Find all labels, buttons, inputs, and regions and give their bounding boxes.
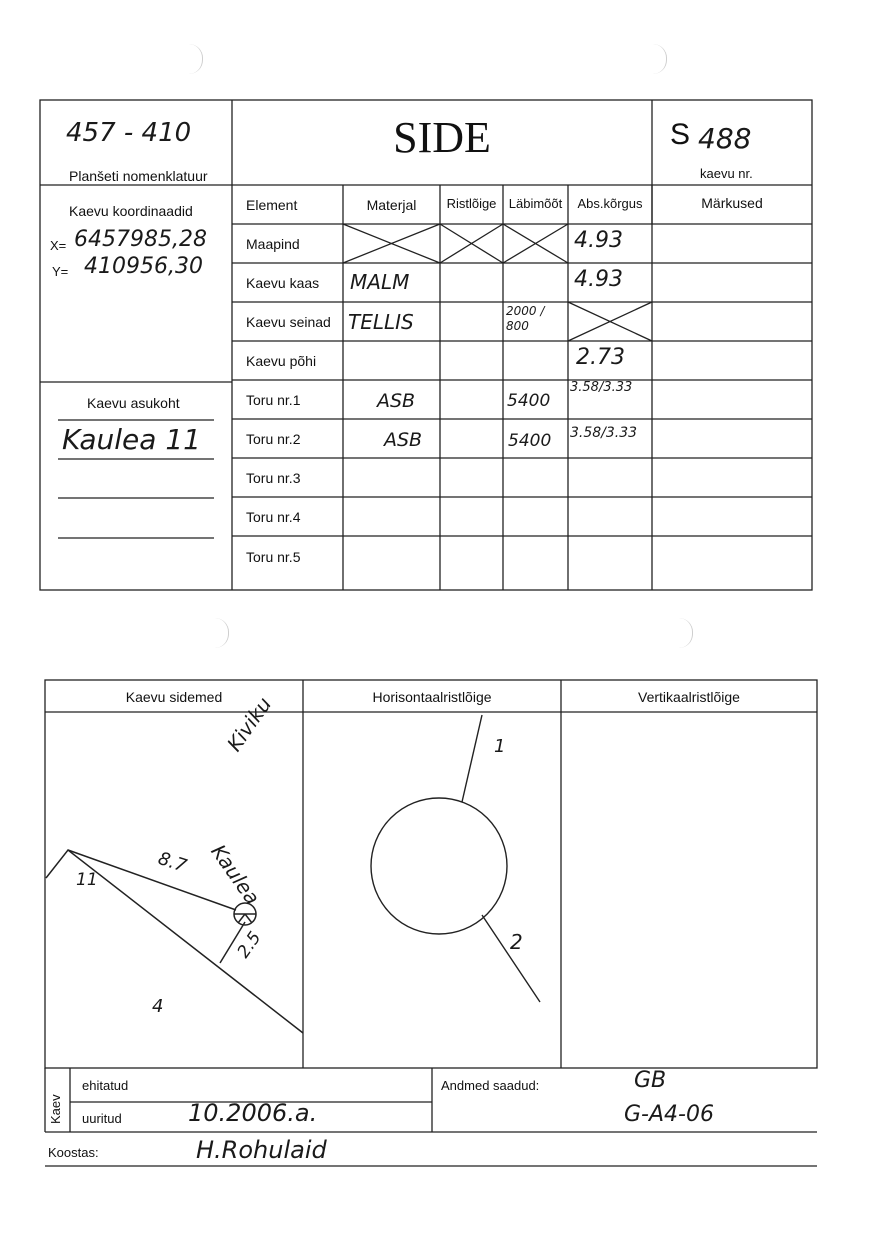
upper-form-grid (0, 0, 872, 600)
cell-elevation: 3.58/3.33 (570, 425, 638, 441)
kaev-label: Kaev (48, 1094, 63, 1124)
surveyed-value: 10.2006.a. (188, 1099, 318, 1127)
sheet-number: 457 - 410 (66, 118, 192, 148)
row-label: Kaevu põhi (246, 353, 317, 369)
header-horizontal-section: Horisontaalristlõige (372, 689, 492, 705)
pipe-label: 2 (510, 930, 523, 954)
cell-elevation: 2.73 (576, 345, 625, 370)
location-value: Kaulea 11 (62, 423, 201, 456)
cell-diameter: 5400 (507, 391, 551, 411)
coords-label: Kaevu koordinaadid (69, 203, 193, 219)
data-source-value: GB (634, 1068, 667, 1093)
sketch-street-label: Kiviku (222, 692, 277, 756)
header-elevation: Abs.kõrgus (577, 196, 643, 211)
well-prefix: S (670, 118, 691, 151)
header-connections: Kaevu sidemed (125, 689, 223, 705)
cell-elevation: 4.93 (574, 228, 623, 253)
data-source-label: Andmed saadud: (441, 1078, 540, 1093)
punch-hole-mark (678, 618, 693, 648)
compiled-label: Koostas: (48, 1145, 99, 1160)
cell-elevation: 4.93 (574, 267, 623, 292)
horizontal-section-drawing (371, 715, 540, 1002)
x-label: X= (50, 238, 67, 253)
surveyed-label: uuritud (82, 1111, 122, 1126)
form-title: SIDE (393, 113, 491, 162)
y-value: 410956,30 (84, 254, 203, 279)
row-label: Toru nr.5 (246, 549, 301, 565)
row-label: Toru nr.2 (246, 431, 301, 447)
row-label: Maapind (246, 236, 300, 252)
sketch-plot-label: 11 (76, 870, 98, 890)
sketch-distance-label: 8.7 (155, 848, 190, 877)
header-notes: Märkused (701, 195, 763, 211)
location-label: Kaevu asukoht (87, 395, 180, 411)
row-label: Kaevu kaas (246, 275, 320, 291)
well-number: 488 (698, 122, 752, 155)
header-element: Element (246, 197, 298, 213)
y-label: Y= (52, 264, 69, 279)
built-label: ehitatud (82, 1078, 129, 1093)
row-label: Toru nr.3 (246, 470, 301, 486)
well-label: kaevu nr. (700, 166, 753, 181)
sketch-plot-label: 4 (152, 996, 164, 1017)
row-label: Toru nr.4 (246, 509, 301, 525)
punch-hole-mark (214, 618, 229, 648)
header-material: Materjal (366, 197, 417, 213)
compiled-value: H.Rohulaid (196, 1136, 327, 1164)
sketch-street-label: Kaulea (206, 840, 265, 910)
cell-material: ASB (377, 390, 416, 412)
header-cross-section: Ristlõige (446, 196, 497, 211)
sheet-label: Planšeti nomenklatuur (69, 168, 208, 184)
cell-material: ASB (384, 429, 423, 451)
row-label: Kaevu seinad (246, 314, 331, 330)
cell-elevation: 3.58/3.33 (570, 380, 633, 395)
cell-material: MALM (350, 270, 410, 294)
cell-diameter: 5400 (508, 431, 552, 451)
cell-material: TELLIS (348, 310, 414, 334)
row-label: Toru nr.1 (246, 392, 301, 408)
sketch-distance-label: 2.5 (233, 928, 266, 962)
header-vertical-section: Vertikaalristlõige (638, 689, 740, 705)
cell-diameter: 2000 / 800 (506, 304, 545, 333)
data-date-value: G-A4-06 (624, 1102, 714, 1127)
lower-form-grid (0, 670, 872, 1180)
header-diameter: Läbimõõt (508, 196, 563, 211)
pipe-label: 1 (494, 736, 506, 757)
x-value: 6457985,28 (74, 227, 207, 252)
